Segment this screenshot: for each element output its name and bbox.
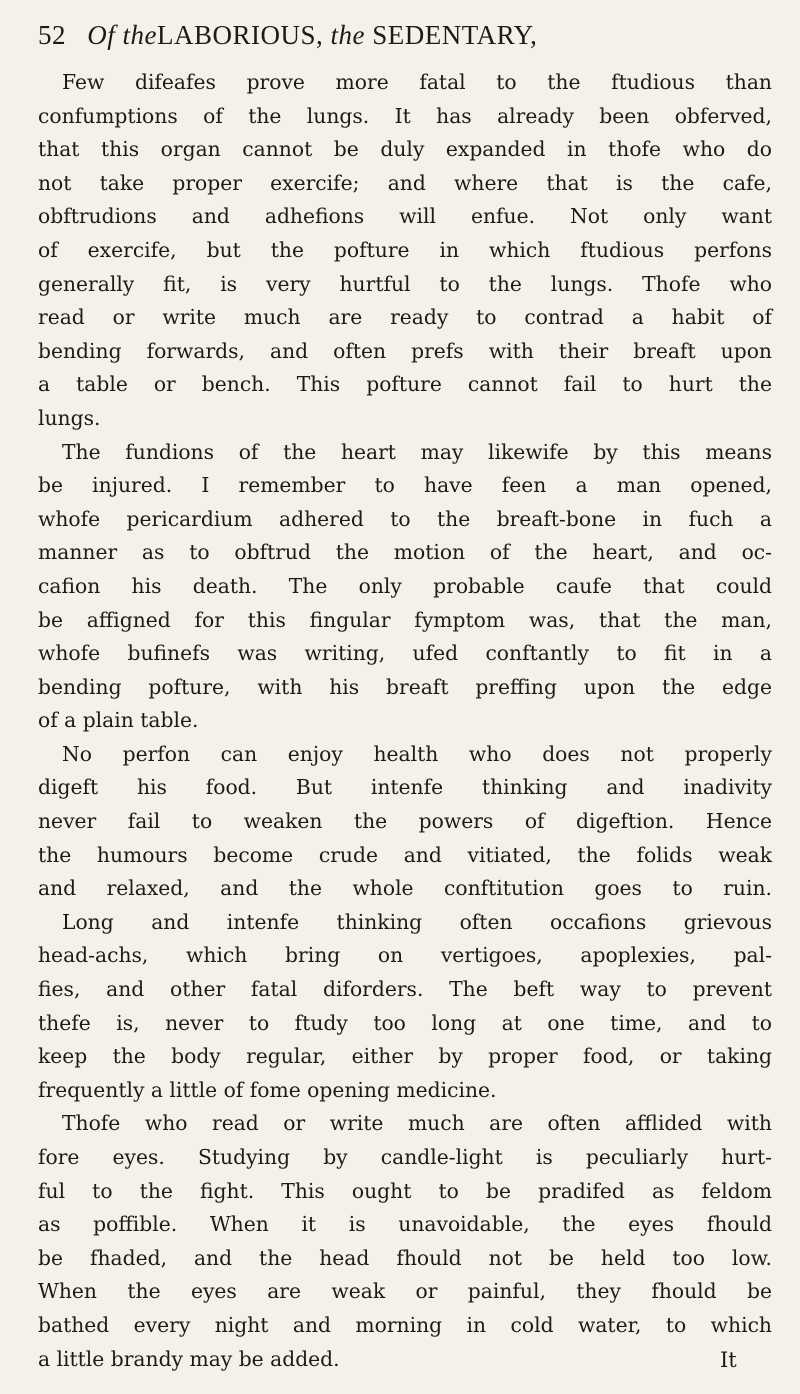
text-line: whofe bufinefs was writing, ufed conftantly to fit in a bbox=[38, 641, 772, 666]
running-head-sedentary: SEDENTARY, bbox=[372, 20, 538, 50]
text-line: of exercife, but the pofture in which ftudious perfons bbox=[38, 237, 772, 262]
text-line: fore eyes. Studying by candle-light is peculiarly hurt- bbox=[38, 1145, 772, 1169]
text-line: manner as to obftrud the motion of the heart, and oc- bbox=[38, 540, 772, 565]
text-line: that this organ cannot be duly expanded in thofe who do bbox=[38, 137, 772, 162]
catchword: It bbox=[720, 1348, 737, 1372]
text-line: No perfon can enjoy health who does not properly bbox=[62, 741, 772, 766]
text-line: bending forwards, and often prefs with their breaft upon bbox=[38, 338, 772, 363]
text-line: generally fit, is very hurtful to the lungs. Thofe who bbox=[38, 271, 772, 296]
text-line: be affigned for this fingular fymptom was, that the man, bbox=[38, 607, 772, 632]
text-line: a little brandy may be added. bbox=[38, 1346, 340, 1371]
text-line: of a plain table. bbox=[38, 708, 199, 733]
text-line: frequently a little of fome opening medicine. bbox=[38, 1077, 497, 1102]
text-line: head-achs, which bring on vertigoes, apoplexies, pal- bbox=[38, 943, 772, 968]
text-line: thefe is, never to ftudy too long at one time, and to bbox=[38, 1010, 772, 1035]
text-line: be injured. I remember to have feen a man opened, bbox=[38, 473, 772, 498]
text-line: Thofe who read or write much are often afflided with bbox=[62, 1111, 772, 1136]
page-number: 52 bbox=[38, 20, 66, 50]
text-line: Long and intenfe thinking often occafions grievous bbox=[62, 909, 772, 934]
text-line: bending pofture, with his breaft preffing upon the edge bbox=[38, 674, 772, 699]
text-line: keep the body regular, either by proper food, or taking bbox=[38, 1044, 772, 1069]
text-line: fies, and other fatal diforders. The beft way to prevent bbox=[38, 977, 772, 1002]
text-line: and relaxed, and the whole conftitution goes to ruin. bbox=[38, 876, 772, 901]
text-line: never fail to weaken the powers of digeftion. Hence bbox=[38, 809, 772, 834]
running-head-the: the bbox=[122, 20, 157, 50]
text-line: the humours become crude and vitiated, the folids weak bbox=[38, 842, 772, 867]
text-line: cafion his death. The only probable caufe that could bbox=[38, 573, 772, 598]
body-text bbox=[38, 66, 772, 1376]
text-line: The fundions of the heart may likewife by this means bbox=[62, 439, 772, 464]
text-line: read or write much are ready to contrad a habit of bbox=[38, 305, 772, 330]
running-head-laborious: LABORIOUS, bbox=[157, 20, 324, 50]
text-line: obftrudions and adhefions will enfue. Not only want bbox=[38, 204, 772, 229]
running-head bbox=[38, 18, 772, 52]
text-line: ful to the fight. This ought to be pradifed as feldom bbox=[38, 1178, 772, 1203]
text-line: Few difeafes prove more fatal to the ftudious than bbox=[62, 70, 772, 94]
text-line: bathed every night and morning in cold water, to which bbox=[38, 1312, 772, 1337]
text-line: whofe pericardium adhered to the breaft-bone in fuch a bbox=[38, 506, 772, 531]
running-head-of: Of bbox=[87, 20, 116, 50]
text-line: a table or bench. This pofture cannot fail to hurt the bbox=[38, 372, 772, 397]
text-line: When the eyes are weak or painful, they fhould be bbox=[38, 1279, 772, 1304]
text-line: be fhaded, and the head fhould not be held too low. bbox=[38, 1245, 772, 1270]
text-line: lungs. bbox=[38, 405, 101, 430]
text-line: as poffible. When it is unavoidable, the eyes fhould bbox=[38, 1212, 772, 1237]
text-line: digeft his food. But intenfe thinking and inadivity bbox=[38, 775, 772, 800]
running-head-the-2: the bbox=[330, 20, 366, 50]
text-line: confumptions of the lungs. It has already been obferved, bbox=[38, 103, 772, 128]
text-line: not take proper exercife; and where that is the cafe, bbox=[38, 170, 772, 195]
